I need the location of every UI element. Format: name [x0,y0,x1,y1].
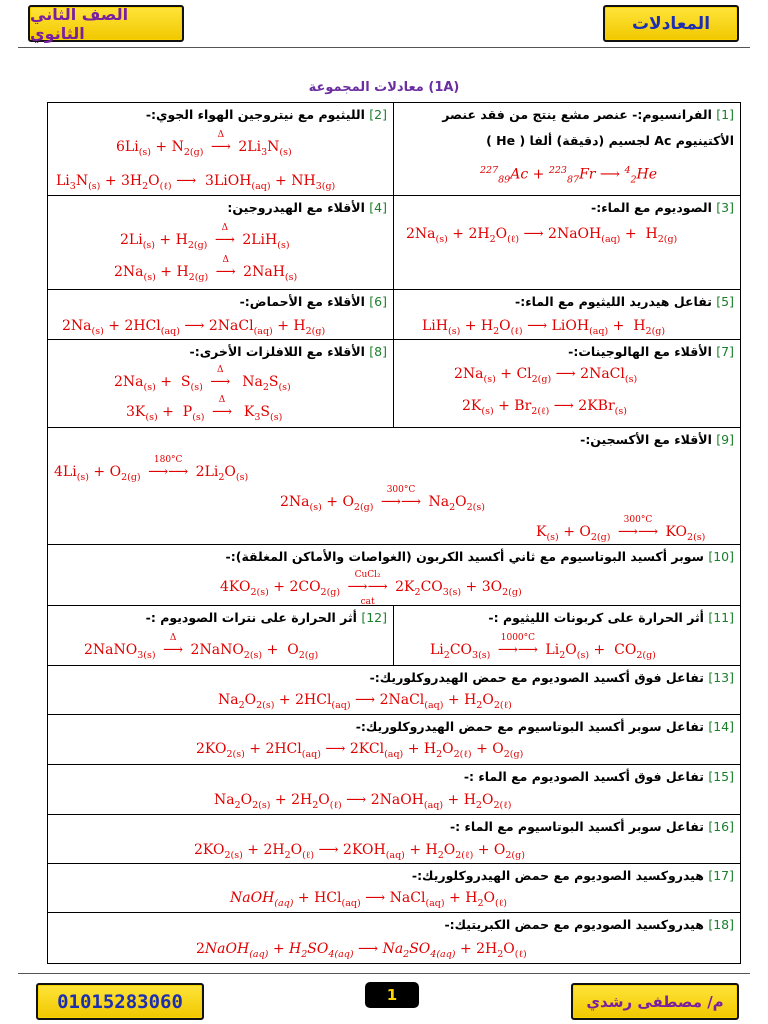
item-5-heading: [5] تفاعل هيدريد الليثيوم مع الماء:- [515,294,734,309]
cell-item-11 [393,605,741,666]
equation-10: $4KO_{2(s)} + 2CO_{2(g)}$ ⟶⟶ CuCl₂ cat $2K_2CO_{3(s)} + 3O_{2(g)}$ [220,570,522,607]
equation-4a: $2Li_{(s)} + H_{2(g)}$ ⟶ Δ 2LiH$_{(s)}$ [120,223,290,251]
item-3-heading: [3] الصوديوم مع الماء:- [591,200,734,215]
equation-5: $LiH_{(s)} + H_2O_{(\ell)}$ ⟶ LiOH$_{(aq)}$ + $H_{2(g)}$ [422,318,666,337]
cell-item-3 [393,195,741,290]
item-9-heading: [9] الأقلاء مع الأكسجين:- [580,432,734,447]
cell-item-17 [47,863,741,913]
author-badge: م/ مصطفى رشدي [571,983,739,1020]
cell-item-7 [393,339,741,428]
item-2-heading: [2] الليثيوم مع نيتروجين الهواء الجوي:- [145,107,387,122]
cell-item-4 [47,195,394,290]
grade-badge: الصف الثاني الثانوي [28,5,184,42]
item-1-heading: [1] الفرانسيوم:- عنصر مشع ينتج من فقد عنصر [442,107,734,122]
cell-item-18 [47,912,741,964]
equation-16: $2KO_{2(s)} + 2H_2O_{(\ell)}$ ⟶ $2KOH_{(aq)} + H_2O_{2(\ell)} + O_{2(g)}$ [194,842,525,861]
equation-17: NaOH$_{(aq)}$ + HCl$_{(aq)}$ ⟶ NaCl$_{(aq)}$ + $H_2O_{(\ell)}$ [230,890,507,909]
cell-item-6 [47,289,394,340]
equation-8a: $2Na_{(s)} + S_{(s)}$ ⟶ Δ $Na_2S_{(s)}$ [114,365,291,393]
cell-item-2 [47,102,394,196]
page-title: معادلات المجموعة (1A) [308,80,460,95]
item-11-heading: [11] أثر الحرارة على كربونات الليثيوم :- [488,610,734,625]
equation-3: $2Na_{(s)} + 2H_2O_{(\ell)}$ ⟶ 2NaOH$_{(aq)}$ + $H_{2(g)}$ [406,226,678,245]
cell-item-13 [47,665,741,715]
equation-12: 2NaNO$_{3(s)}$ ⟶ Δ 2NaNO$_{2(s)}$ + $O_{2(g)}$ [84,633,319,661]
item-7-heading: [7] الأقلاء مع الهالوجينات:- [568,344,734,359]
item-12-heading: [12] أثر الحرارة على نترات الصوديوم :- [145,610,387,625]
item-16-heading: [16] تفاعل سوبر أكسيد البوتاسيوم مع الماء :- [449,819,734,834]
header-divider [18,47,750,48]
item-18-heading: [18] هيدروكسيد الصوديوم مع حمض الكبريتيك:- [444,917,734,932]
item-6-heading: [6] الأقلاء مع الأحماض:- [239,294,387,309]
equation-6: $2Na_{(s)} + 2HCl_{(aq)}$ ⟶ 2NaCl$_{(aq)}$ + $H_{2(g)}$ [62,318,326,337]
equation-13: $Na_2O_{2(s)} + 2HCl_{(aq)}$ ⟶ 2NaCl$_{(aq)}$ + $H_2O_{2(\ell)}$ [218,692,512,711]
cell-item-8 [47,339,394,428]
cell-item-15 [47,764,741,815]
item-1-heading-line2: الأكتينيوم Ac لجسيم (دقيقة) ألفا ( He ) [486,133,734,148]
equation-2b: $Li_3N_{(s)} + 3H_2O_{(\ell)}$ ⟶ 3LiOH$_{(aq)}$ + $NH_{3(g)}$ [56,173,336,192]
equation-18: 2NaOH$_{(aq)}$ + $H_2SO_{4(aq)}$ ⟶ $Na_2SO_{4(aq)} + 2H_2O_{(\ell)}$ [196,941,527,960]
cell-item-9 [47,427,741,545]
topic-badge: المعادلات [603,5,739,42]
equation-2a: $6Li_{(s)} + N_{2(g)}$ ⟶ Δ $2Li_3N_{(s)}$ [116,130,292,158]
equation-9a: $4Li_{(s)} + O_{2(g)}$ ⟶⟶ 180°C $2Li_2O_{(s)}$ [54,455,249,483]
page-number: 1 [365,982,419,1008]
equation-15: $Na_2O_{2(s)} + 2H_2O_{(\ell)}$ ⟶ 2NaOH$_{(aq)}$ + $H_2O_{2(\ell)}$ [214,792,512,811]
item-8-heading: [8] الأقلاء مع اللافلزات الأخرى:- [189,344,387,359]
equation-1: $^{227}_{89}$Ac + $^{223}_{87}$Fr ⟶ $^4_2$He [480,165,658,186]
cell-item-12 [47,605,394,666]
item-10-heading: [10] سوبر أكسيد البوتاسيوم مع ثاني أكسيد الكربون (الغواصات والأماكن المغلقة):- [225,549,734,564]
equation-9c: $K_{(s)} + O_{2(g)}$ ⟶⟶ 300°C $KO_{2(s)}$ [536,515,706,543]
cell-item-10 [47,544,741,606]
item-4-heading: [4] الأقلاء مع الهيدروجين: [227,200,387,215]
equation-14: $2KO_{2(s)} + 2HCl_{(aq)}$ ⟶ $2KCl_{(aq)} + H_2O_{2(\ell)} + O_{2(g)}$ [196,741,524,760]
item-14-heading: [14] تفاعل سوبر أكسيد البوتاسيوم مع حمض الهيدروكلوريك:- [355,719,734,734]
item-15-heading: [15] تفاعل فوق أكسيد الصوديوم مع الماء :- [463,769,734,784]
item-17-heading: [17] هيدروكسيد الصوديوم مع حمض الهيدروكلوريك:- [411,868,734,883]
equation-7b: $2K_{(s)} + Br_{2(\ell)}$ ⟶ 2KBr$_{(s)}$ [462,398,627,417]
cell-item-16 [47,814,741,864]
cell-item-14 [47,714,741,765]
cell-item-1 [393,102,741,196]
equation-9b: $2Na_{(s)} + O_{2(g)}$ ⟶⟶ 300°C $Na_2O_{2(s)}$ [280,485,485,513]
item-13-heading: [13] تفاعل فوق أكسيد الصوديوم مع حمض الهيدروكلوريك:- [369,670,734,685]
phone-badge: 01015283060 [36,983,204,1020]
equation-4b: $2Na_{(s)} + H_{2(g)}$ ⟶ Δ 2NaH$_{(s)}$ [114,255,298,283]
footer-divider [18,973,750,974]
cell-item-5 [393,289,741,340]
equation-7a: $2Na_{(s)} + Cl_{2(g)}$ ⟶ 2NaCl$_{(s)}$ [454,366,638,385]
equation-11: $Li_2CO_{3(s)}$ ⟶⟶ 1000°C $Li_2O_{(s)} + CO_{2(g)}$ [430,633,656,661]
equation-8b: $3K_{(s)} + P_{(s)}$ ⟶ Δ $K_3S_{(s)}$ [126,395,283,423]
